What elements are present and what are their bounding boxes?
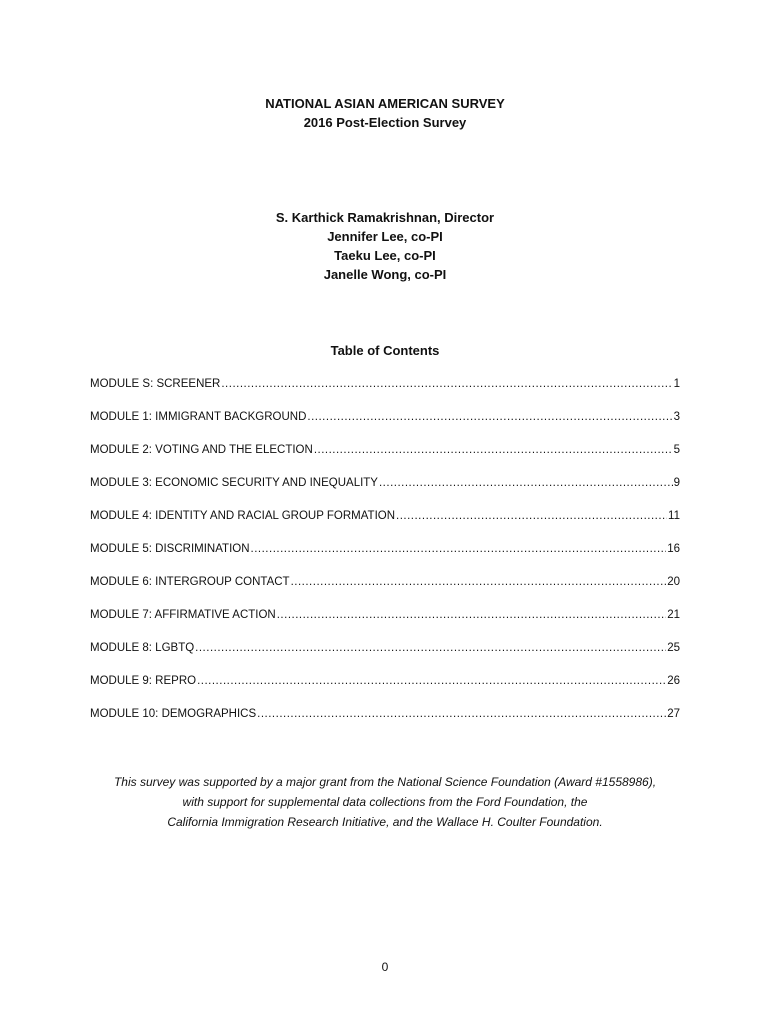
toc-leader-dots (291, 574, 667, 590)
survey-subtitle: 2016 Post-Election Survey (303, 115, 467, 130)
toc-entry-label: MODULE 5: DISCRIMINATION (90, 543, 250, 555)
toc-entry-page: 20 (667, 576, 680, 588)
toc-entry-repro[interactable] (90, 673, 680, 706)
toc-entry-affirmative-action[interactable] (90, 607, 680, 640)
toc-entry-page: 5 (673, 444, 680, 456)
authors (0, 208, 770, 284)
toc-entry-label: MODULE 8: LGBTQ (90, 642, 195, 654)
toc-entry-screener[interactable] (90, 376, 680, 409)
toc-leader-dots (396, 508, 667, 524)
toc-entry-label: MODULE 3: ECONOMIC SECURITY AND INEQUALITY (90, 477, 378, 489)
toc-entry-label: MODULE 9: REPRO (90, 675, 197, 687)
funding-line: This survey was supported by a major grant from the National Science Foundation (Award #1558986), (113, 775, 657, 789)
page-number: 0 (381, 960, 389, 974)
toc-entry-page: 21 (667, 609, 680, 621)
toc-leader-dots (277, 607, 666, 623)
toc-entry-page: 3 (673, 411, 680, 423)
toc-entry-lgbtq[interactable] (90, 640, 680, 673)
toc-entry-label: MODULE 10: DEMOGRAPHICS (90, 708, 257, 720)
funding-line: California Immigration Research Initiative, and the Wallace H. Coulter Foundation. (167, 815, 603, 829)
toc-leader-dots (379, 475, 673, 491)
author-co-pi: Jennifer Lee, co-PI (327, 229, 443, 244)
survey-name: NATIONAL ASIAN AMERICAN SURVEY (265, 96, 505, 111)
toc-entry-page: 26 (667, 675, 680, 687)
author-co-pi: Janelle Wong, co-PI (323, 267, 447, 282)
toc-entry-page: 25 (667, 642, 680, 654)
toc-entry-demographics[interactable] (90, 706, 680, 739)
toc-leader-dots (257, 706, 666, 722)
table-of-contents (90, 376, 680, 739)
toc-entry-identity[interactable] (90, 508, 680, 541)
toc-entry-label: MODULE 6: INTERGROUP CONTACT (90, 576, 290, 588)
toc-entry-voting-and-election[interactable] (90, 442, 680, 475)
toc-entry-page: 16 (667, 543, 680, 555)
toc-leader-dots (197, 673, 666, 689)
toc-leader-dots (307, 409, 672, 425)
toc-entry-label: MODULE 2: VOTING AND THE ELECTION (90, 444, 313, 456)
toc-entry-immigrant-background[interactable] (90, 409, 680, 442)
toc-entry-discrimination[interactable] (90, 541, 680, 574)
toc-entry-label: MODULE 1: IMMIGRANT BACKGROUND (90, 411, 307, 423)
document-title (0, 94, 770, 132)
toc-leader-dots (251, 541, 667, 557)
toc-entry-page: 1 (673, 378, 680, 390)
toc-entry-label: MODULE S: SCREENER (90, 378, 221, 390)
funding-line: with support for supplemental data collections from the Ford Foundation, the (182, 795, 588, 809)
toc-leader-dots (221, 376, 672, 392)
author-director: S. Karthick Ramakrishnan, Director (275, 210, 495, 225)
toc-entry-intergroup-contact[interactable] (90, 574, 680, 607)
toc-entry-page: 9 (673, 477, 680, 489)
toc-heading: Table of Contents (330, 343, 440, 358)
toc-leader-dots (195, 640, 666, 656)
toc-entry-page: 27 (667, 708, 680, 720)
author-co-pi: Taeku Lee, co-PI (334, 248, 436, 263)
toc-entry-economic-security[interactable] (90, 475, 680, 508)
toc-entry-page: 11 (668, 510, 680, 522)
toc-entry-label: MODULE 7: AFFIRMATIVE ACTION (90, 609, 276, 621)
toc-leader-dots (314, 442, 673, 458)
funding-acknowledgement (0, 772, 770, 832)
toc-entry-label: MODULE 4: IDENTITY AND RACIAL GROUP FORMATION (90, 510, 396, 522)
